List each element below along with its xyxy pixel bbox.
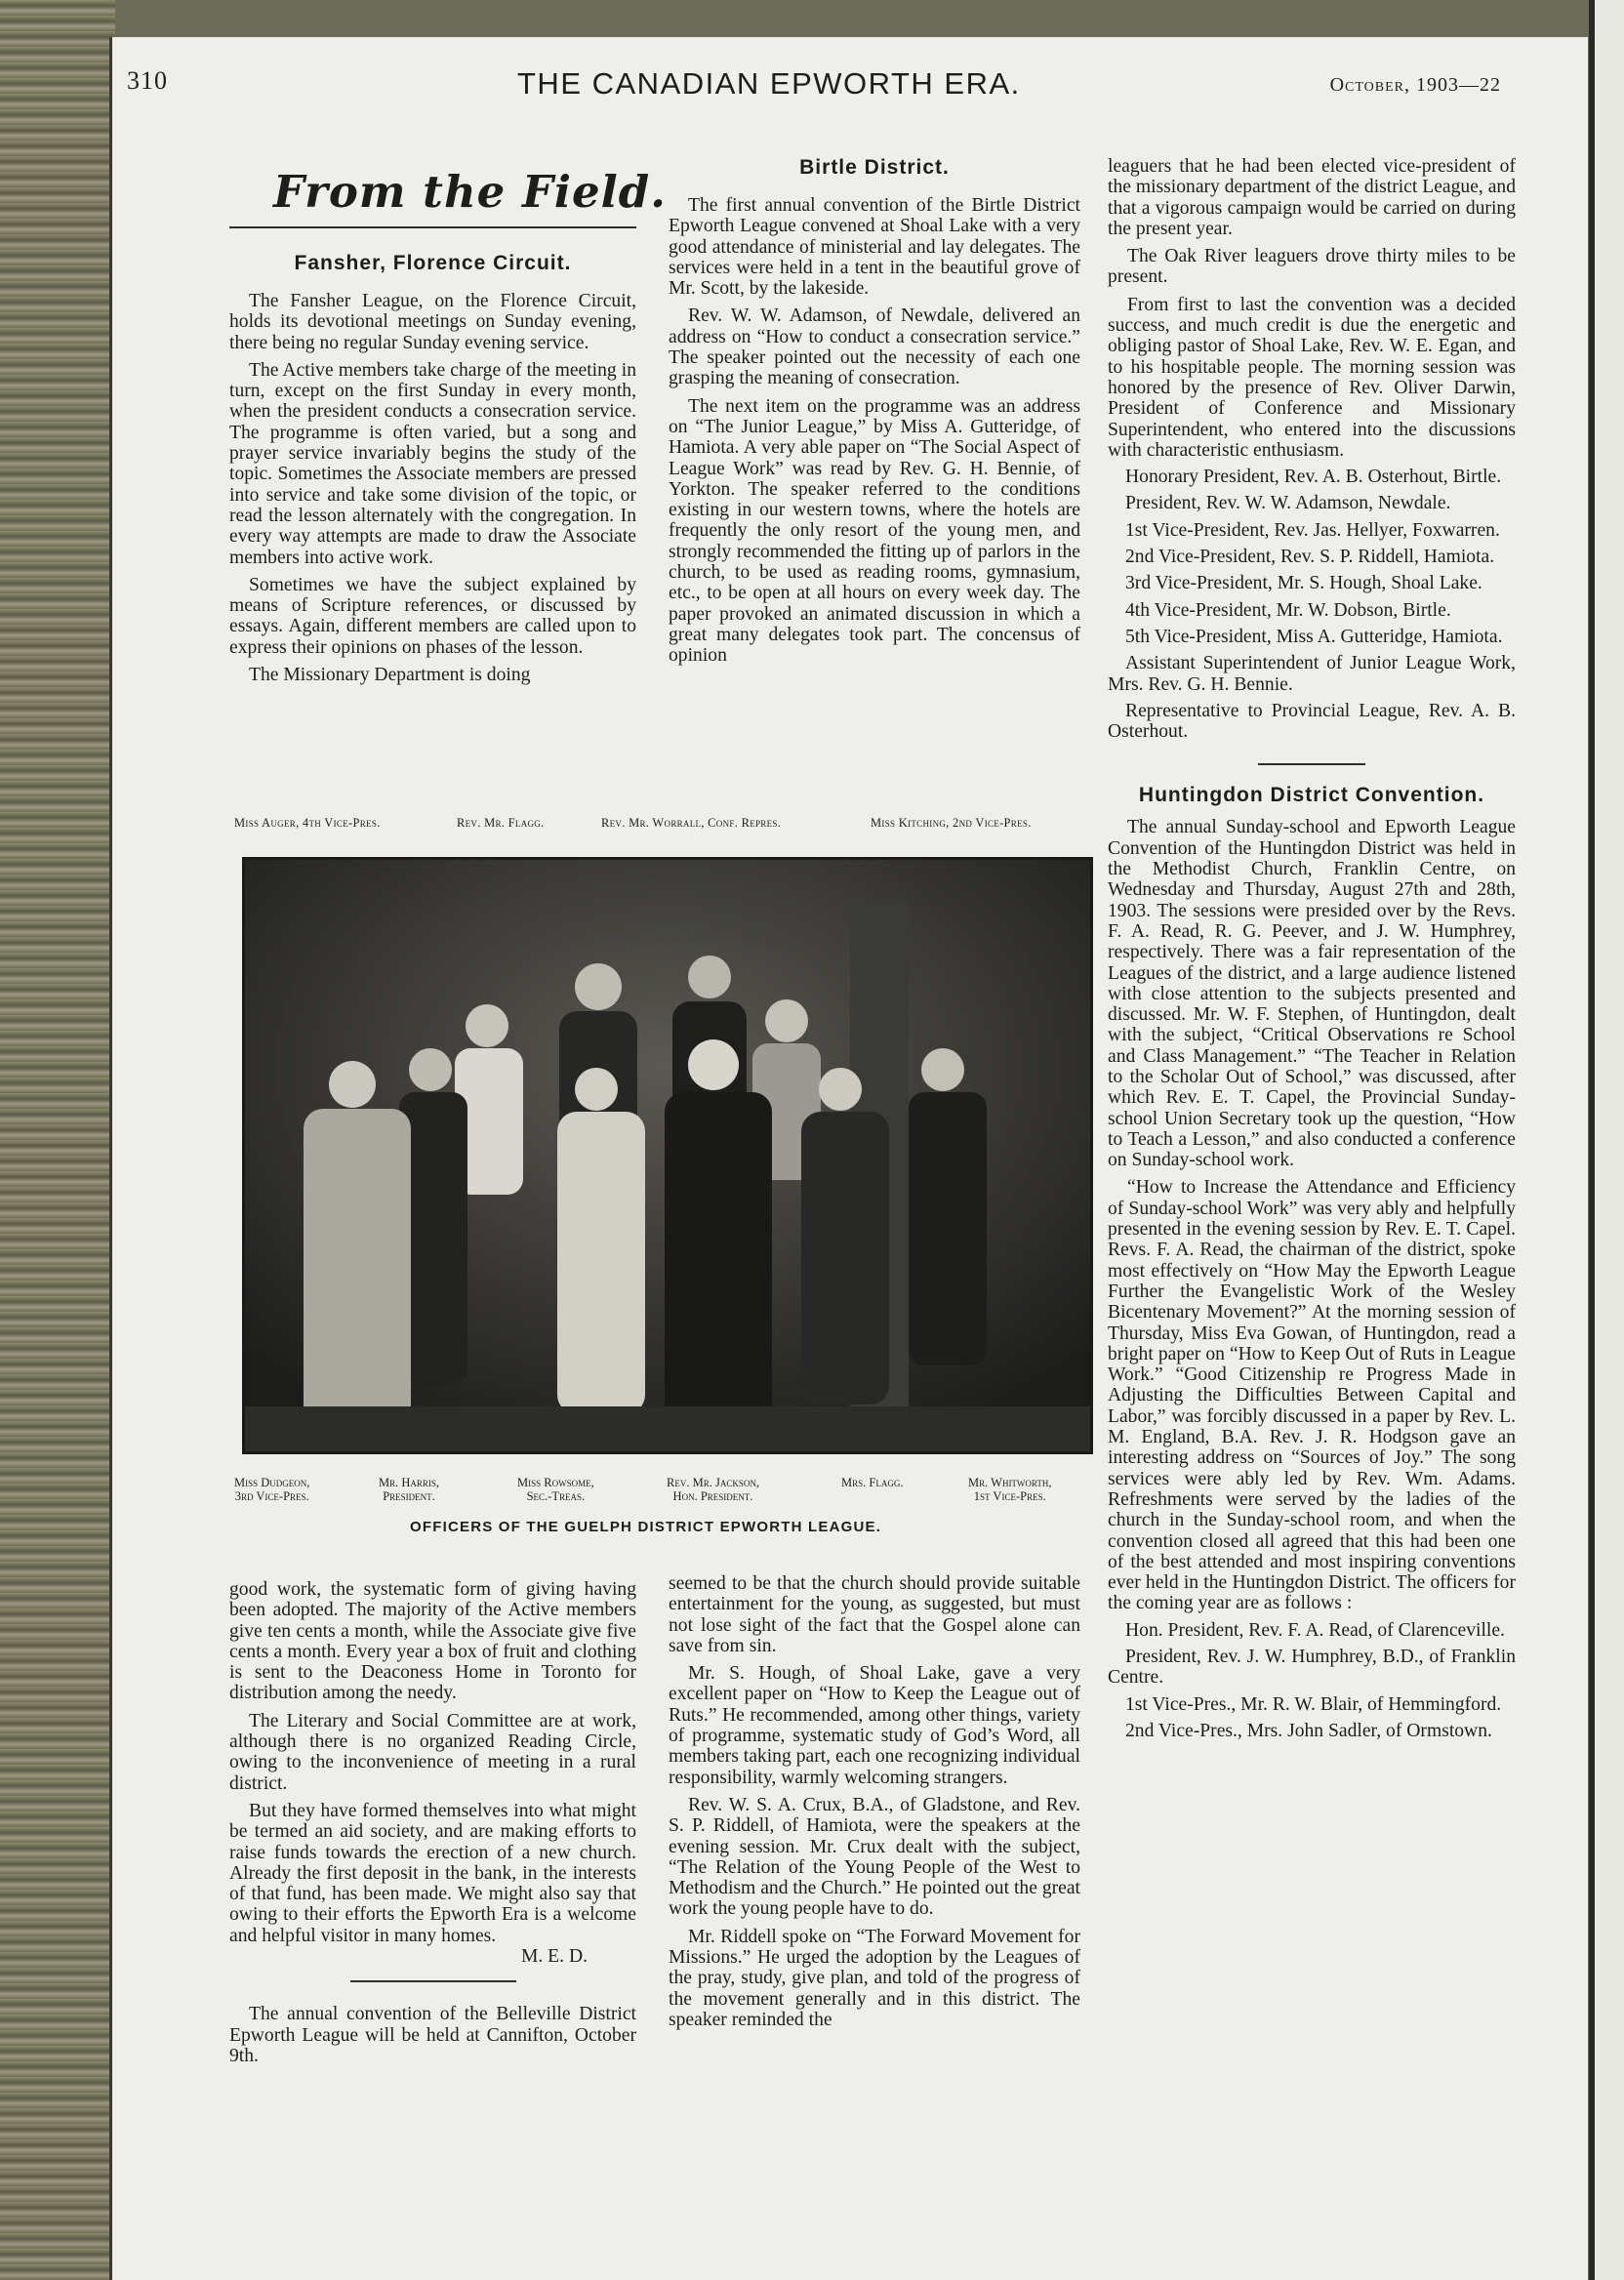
fansher-heading: Fansher, Florence Circuit.: [294, 252, 572, 274]
photo-caption-top: Rev. Mr. Flagg.: [457, 816, 545, 830]
officer-entry: Assistant Superintendent of Junior League Work, Mrs. Rev. G. H. Bennie.: [1108, 653, 1516, 695]
photo-title: OFFICERS OF THE GUELPH DISTRICT EPWORTH LEAGUE.: [410, 1519, 882, 1535]
birtle-article-continued-bottom: [669, 1573, 1080, 2030]
paragraph: Mr. Riddell spoke on “The Forward Movement for Missions.” He urged the adoption by the Leagues of the pray, study, give plan, and told of the progress of the movement generally and in this district. The speaker reminded the: [669, 1926, 1080, 2030]
caption-name: Rev. Mr. Jackson,: [667, 1476, 759, 1489]
paragraph: seemed to be that the church should provide suitable entertainment for the young, as suggested, but must not lose sight of the fact that the Gospel alone can save from sin.: [669, 1573, 1080, 1656]
paragraph: “How to Increase the Attendance and Efficiency of Sunday-school Work” was very ably and helpfully presented in the evening session by Rev. E. T. Capel. Revs. F. A. Read, the chairman of the district, spoke most effectively on “How May the Epworth League Further the Evangelistic Work of the Wesley Bicentenary Movement?” At the morning session of Thursday, Miss Eva Gowan, of Huntingdon, read a bright paper on “How to Keep Out of Ruts in League Work.” “Good Citizenship re Progress Made in Adjusting the Difficulties Between Capital and Labor,” was forcibly discussed in a paper by Rev. L. M. England, B.A. Rev. J. R. Hodgson gave an interesting address on “Sources of Joy.” The song services were ably led by Rev. Wm. Adams. Refreshments were served by the ladies of the church in the Sunday-school room, and when the convention closed all agreed that this had been one of the best attended and most inspiring conventions ever held in the Huntingdon District. The officers for the coming year are as follows :: [1108, 1177, 1516, 1614]
caption-name: Mr. Harris,: [379, 1476, 440, 1489]
paragraph: The first annual convention of the Birtle District Epworth League convened at Shoal Lake with a very good attendance of ministerial and lay delegates. The services were held in a tent in the beautiful grove of Mr. Scott, by the lakeside.: [669, 195, 1080, 300]
photo-caption-top: Miss Auger, 4th Vice-Pres.: [234, 816, 381, 830]
section-title: From the Field.: [273, 166, 667, 218]
caption-role: President.: [383, 1489, 435, 1503]
issue-date: October, 1903—22: [1329, 74, 1501, 96]
caption-role: Sec.-Treas.: [526, 1489, 586, 1503]
caption-name: Mrs. Flagg.: [841, 1476, 904, 1489]
paragraph: Mr. S. Hough, of Shoal Lake, gave a very excellent paper on “How to Keep the League out of Ruts.” He recommended, among other things, variety of programme, systematic study of God’s Word, all members taking part, each one recognizing individual responsibility, warmly welcoming strangers.: [669, 1663, 1080, 1788]
paragraph: But they have formed themselves into what might be termed an aid society, and are making efforts to raise funds towards the erection of a new church. Already the first deposit in the bank, in the interests of that fund, has been made. We might also say that owing to their efforts the Epworth Era is a welcome and helpful visitor in many homes.: [229, 1800, 636, 1946]
paragraph: From first to last the convention was a decided success, and much credit is due the energetic and obliging pastor of Shoal Lake, Rev. W. E. Egan, and to his hospitable people. The morning session was honored by the presence of Rev. Oliver Darwin, President of Conference and Missionary Superintendent, who entered into the discussions with characteristic enthusiasm.: [1108, 294, 1516, 461]
paragraph: The next item on the programme was an address on “The Junior League,” by Miss A. Gutteridge, of Hamiota. A very able paper on “The Social Aspect of League Work” was read by Rev. G. H. Bennie, of Yorkton. The speaker referred to the conditions existing in our western towns, where the hotels are frequently the only resort of the young men, and strongly recommended the fitting up of parlors in the church, to be used as reading rooms, gymnasium, etc., to be open at all hours on every week day. The paper provoked an animated discussion in which a great many delegates took part. The concensus of opinion: [669, 395, 1080, 667]
divider-rule: [1258, 763, 1365, 765]
divider-rule: [350, 1980, 516, 1982]
paragraph: The Fansher League, on the Florence Circuit, holds its devotional meetings on Sunday evening, there being no regular Sunday evening service.: [229, 291, 636, 353]
photo-caption: [234, 1476, 309, 1503]
officer-entry: 1st Vice-President, Rev. Jas. Hellyer, Foxwarren.: [1125, 519, 1500, 541]
caption-name: Mr. Whitworth,: [968, 1476, 1052, 1489]
photo-caption-top: Rev. Mr. Worrall, Conf. Repres.: [601, 816, 782, 830]
caption-role: 1st Vice-Pres.: [973, 1489, 1046, 1503]
officer-entry: 4th Vice-President, Mr. W. Dobson, Birtle.: [1125, 599, 1451, 621]
birtle-article-continued: [1108, 156, 1516, 1741]
group-photograph: [242, 857, 1093, 1454]
paragraph: The annual Sunday-school and Epworth League Convention of the Huntingdon District was held in the Methodist Church, Franklin Centre, on Wednesday and Thursday, August 27th and 28th, 1903. The sessions were presided over by the Revs. F. A. Read, R. G. Peever, and J. W. Humphrey, respectively. There was a fair representation of the Leagues of the district, and a large audience listened with close attention to the subjects presented and discussed. Mr. W. F. Stephen, of Huntingdon, dealt with the subject, “Critical Observations re School and Class Management.” “The Teacher in Relation to the Scholar Out of School,” was discussed, after which Rev. E. T. Capel, the Provincial Sunday-school Union Secretary took up the question, “How to Teach a Lesson,” and also conducted a conference on Sunday-school work.: [1108, 817, 1516, 1171]
caption-name: Miss Dudgeon,: [234, 1476, 310, 1489]
paragraph: good work, the systematic form of giving having been adopted. The majority of the Active members give ten cents a month, while the Associate give five cents a month. Every year a box of fruit and clothing is sent to the Deaconess Home in Toronto for distribution among the needy.: [229, 1579, 636, 1704]
photo-caption: [841, 1476, 903, 1489]
photo-caption-top: Miss Kitching, 2nd Vice-Pres.: [871, 816, 1032, 830]
photo-caption: [379, 1476, 439, 1503]
group-photo-illustration: [245, 860, 1090, 1451]
huntingdon-heading: Huntingdon District Convention.: [1138, 784, 1485, 807]
book-page-edges: [0, 0, 115, 2280]
photo-caption: [667, 1476, 759, 1503]
paragraph: Rev. W. W. Adamson, of Newdale, delivered an address on “How to conduct a consecration service.” The speaker pointed out the necessity of each one grasping the meaning of consecration.: [669, 305, 1080, 389]
paragraph: The Missionary Department is doing: [249, 665, 531, 686]
photo-caption: [517, 1476, 594, 1503]
caption-role: Hon. President.: [672, 1489, 753, 1503]
author-signature: M. E. D.: [520, 1946, 588, 1968]
officer-entry: President, Rev. W. W. Adamson, Newdale.: [1125, 493, 1451, 514]
page-number: 310: [127, 66, 168, 95]
paragraph: leaguers that he had been elected vice-president of the missionary department of the district League, and that a vigorous campaign would be carried on during the present year.: [1108, 156, 1516, 239]
section-rule: [229, 226, 636, 228]
paragraph: Rev. W. S. A. Crux, B.A., of Gladstone, and Rev. S. P. Riddell, of Hamiota, were the speakers at the evening session. Mr. Crux dealt with the subject, “The Relation of the Young People of the West to Methodism and the Church.” He pointed out the great work the young people have to do.: [669, 1794, 1080, 1920]
officer-entry: 2nd Vice-President, Rev. S. P. Riddell, Hamiota.: [1125, 547, 1495, 568]
paragraph: The Oak River leaguers drove thirty miles to be present.: [1108, 246, 1516, 288]
officer-entry: Hon. President, Rev. F. A. Read, of Clarenceville.: [1125, 1619, 1505, 1641]
fansher-article-continued: [229, 1579, 636, 2066]
officer-entry: 5th Vice-President, Miss A. Gutteridge, Hamiota.: [1125, 626, 1503, 647]
paragraph: Sometimes we have the subject explained by means of Scripture references, or discussed by essays. Again, different members are called upon to express their opinions on phases of the lesson.: [229, 574, 636, 658]
officer-entry: 1st Vice-Pres., Mr. R. W. Blair, of Hemmingford.: [1125, 1693, 1502, 1715]
fansher-article: [229, 291, 636, 685]
officer-entry: 2nd Vice-Pres., Mrs. John Sadler, of Ormstown.: [1125, 1720, 1492, 1741]
paragraph: The Literary and Social Committee are at work, although there is no organized Reading Circle, owing to the inconvenience of meeting in a rural district.: [229, 1710, 636, 1794]
paragraph: The Active members take charge of the meeting in turn, except on the first Sunday in every month, when the president conducts a consecration service. The programme is often varied, but a song and prayer service invariably begins the study of the topic. Sometimes the Associate members are pressed into service and take some division of the topic, or read the lesson alternately with the congregation. In every way attempts are made to draw the Associate members into active work.: [229, 359, 636, 568]
birtle-article: [669, 195, 1080, 667]
photo-caption: [968, 1476, 1052, 1503]
paragraph: The annual convention of the Belleville District Epworth League will be held at Cannifton, October 9th.: [229, 2004, 636, 2066]
officer-entry: Representative to Provincial League, Rev. A. B. Osterhout.: [1108, 700, 1516, 743]
officer-entry: Honorary President, Rev. A. B. Osterhout, Birtle.: [1125, 467, 1502, 488]
magazine-title: THE CANADIAN EPWORTH ERA.: [517, 66, 1021, 101]
next-page-edge: [1589, 0, 1624, 2280]
caption-name: Miss Rowsome,: [517, 1476, 594, 1489]
caption-role: 3rd Vice-Pres.: [234, 1489, 309, 1503]
birtle-heading: Birtle District.: [799, 156, 950, 179]
officer-entry: 3rd Vice-President, Mr. S. Hough, Shoal Lake.: [1125, 573, 1482, 594]
officer-entry: President, Rev. J. W. Humphrey, B.D., of Franklin Centre.: [1108, 1647, 1516, 1689]
